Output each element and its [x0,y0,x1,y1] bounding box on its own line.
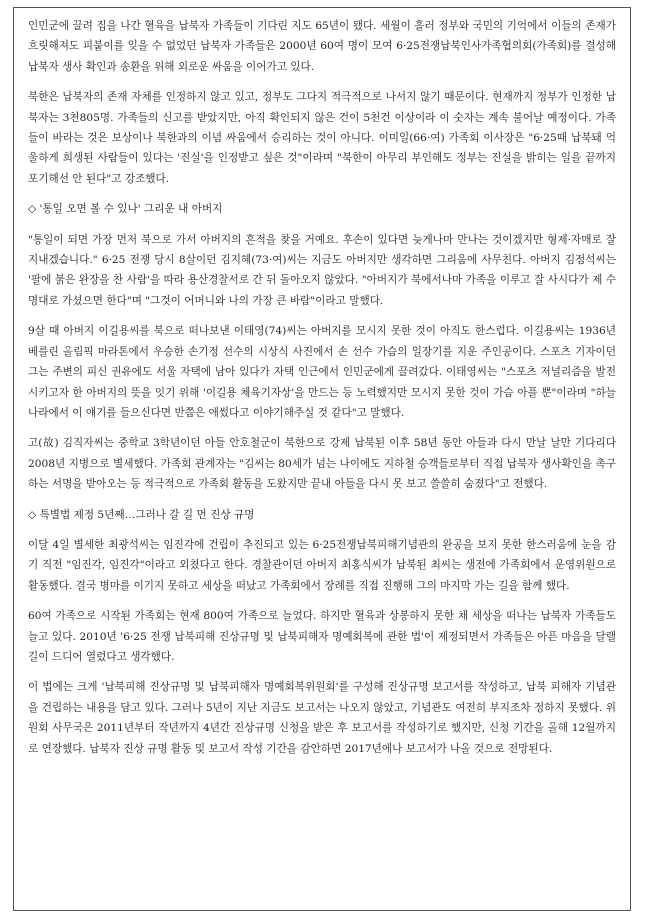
paragraph-intro: 인민군에 끌려 집을 나간 혈육을 납북자 가족들이 기다린 지도 65년이 됐다. 세월이 흘러 정부와 국민의 기억에서 이들의 존재가 흐릿해져도 피붙이를 잊을 수 없었던 납북자 가족들은 2000년 60여 명이 모여 6·25전쟁납북인사가족협의회(가족회)를 결성해 납북자 생사 확인과 송환을 위해 외로운 싸움을 이어가고 있다. [28,20,616,73]
paragraph-government-stance: 북한은 납북자의 존재 자체를 인정하지 않고 있고, 정부도 그다지 적극적으로 나서지 않기 때문이다. 현재까지 정부가 인정한 납북자는 3천805명. 가족들의 신고를 받았지만, 아직 확인되지 않은 건이 5천건 이상이라 이 숫자는 계속 불어날 예정이다. 가족들이 바라는 것은 보상이나 북한과의 이념 싸움에서 승리하는 것이 아니다. 이미일(66·여) 가족회 이사장은 "6·25때 납북돼 억울하게 희생된 사람들이 있다는 '진실'을 인정받고 싶은 것"이라며 "북한이 아무리 부인해도 정부는 진실을 밝히는 일을 끝까지 포기해선 안 된다"고 강조했다. [28,91,616,185]
section-heading-special-law: ◇ 특별법 제정 5년째…그러나 갈 길 먼 진상 규명 [28,508,255,521]
paragraph-kim-jikja: 고(故) 김직자씨는 중학교 3학년이던 아들 안호철군이 북한으로 강제 납북된 이후 58년 동안 아들과 다시 만날 날만 기다리다 2008년 지병으로 별세했다. 가족회 관계자는 "김씨는 80세가 넘는 나이에도 지하철 승객들로부터 직접 납북자 생사확인을 촉구하는 서명을 받아오는 등 적극적으로 가족회 활동을 도왔지만 끝내 아들을 다시 못 보고 쓸쓸히 숨졌다"고 전했다. [28,437,616,491]
paragraph-choi-gwangseok: 이달 4일 별세한 최광석씨는 임진각에 건립이 추진되고 있는 6·25전쟁납북피해기념관의 완공을 보지 못한 한스러움에 눈을 감기 직전 "임진각, 임진각"이라고 외쳤다고 한다. 경찰관이던 아버지 최홍식씨가 납북된 최씨는 생전에 가족회에서 운영위원으로 활동했다. 결국 병마를 이기지 못하고 세상을 떠났고 가족회에서 장례를 직접 진행해 그의 마지막 가는 길을 함께 했다. [28,538,616,592]
paragraph-law-contents: 이 법에는 크게 '납북피해 진상규명 및 납북피해자 명예회복위원회'를 구성해 진상규명 보고서를 작성하고, 납북 피해자 기념관을 건립하는 내용을 담고 있다. 그러나 5년이 지난 지금도 보고서는 나오지 않았고, 기념관도 여전히 부지조차 정하지 못했다. 위원회 사무국은 2011년부터 작년까지 4년간 진상규명 신청을 받은 후 보고서를 작성하기로 했지만, 신청 기간을 올해 12월까지로 연장했다. 납북자 진상 규명 활동 및 보고서 작성 기간을 감안하면 2017년에나 보고서가 나올 것으로 전망된다. [28,681,616,755]
paragraph-lee-taeyoung: 9살 때 아버지 이길용씨를 북으로 떠나보낸 이태영(74)씨는 아버지를 모시지 못한 것이 아직도 한스럽다. 이길용씨는 1936년 베를린 올림픽 마라톤에서 우승한 손기정 선수의 시상식 사진에서 손 선수 가슴의 일장기를 지운 주인공이다. 스포츠 기자이던 그는 주변의 피신 권유에도 서울 자택에 남아 있다가 자택 인근에서 인민군에게 끌려갔다. 이태영씨는 "스포츠 저널리즘을 발전시키고자 한 아버지의 뜻을 잇기 위해 '이길용 체육기자상'을 만드는 등 노력했지만 모시지 못한 것이 가슴 아플 뿐"이라며 "하늘나라에서 이 얘기를 들으신다면 반쯤은 애썼다고 이야기해주실 것 같다"고 말했다. [28,325,616,419]
paragraph-family-association: 60여 가족으로 시작된 가족회는 현재 800여 가족으로 늘었다. 하지만 혈육과 상봉하지 못한 채 세상을 떠나는 납북자 가족들도 늘고 있다. 2010년 '6·25 전쟁 납북피해 진상규명 및 납북피해자 명예회복에 관한 법'이 제정되면서 가족들은 아픈 마음을 달랠 길이 드디어 열렸다고 생각했다. [28,610,616,663]
section-heading-father: ◇ '통일 오면 볼 수 있나' 그리운 내 아버지 [28,203,223,216]
paragraph-kim-jihye: "통일이 되면 가장 먼저 북으로 가서 아버지의 흔적을 찾을 거예요. 후손이 있다면 늦게나마 만나는 것이겠지만 형제·자매로 잘 지내겠습니다." 6·25 전쟁 당시 8살이던 김지혜(73·여)씨는 지금도 아버지만 생각하면 그리움에 사무친다. 아버지 김점석씨는 '팔에 붉은 완장을 찬 사람'을 따라 용산경찰서로 간 뒤 돌아오지 않았다. "아버지가 북에서나마 가족을 이루고 잘 사시다가 제 수명대로 가셨으면 한다"며 "그것이 어머니와 나의 가장 큰 바람"이라고 말했다. [28,233,616,307]
article-page [13,7,631,911]
